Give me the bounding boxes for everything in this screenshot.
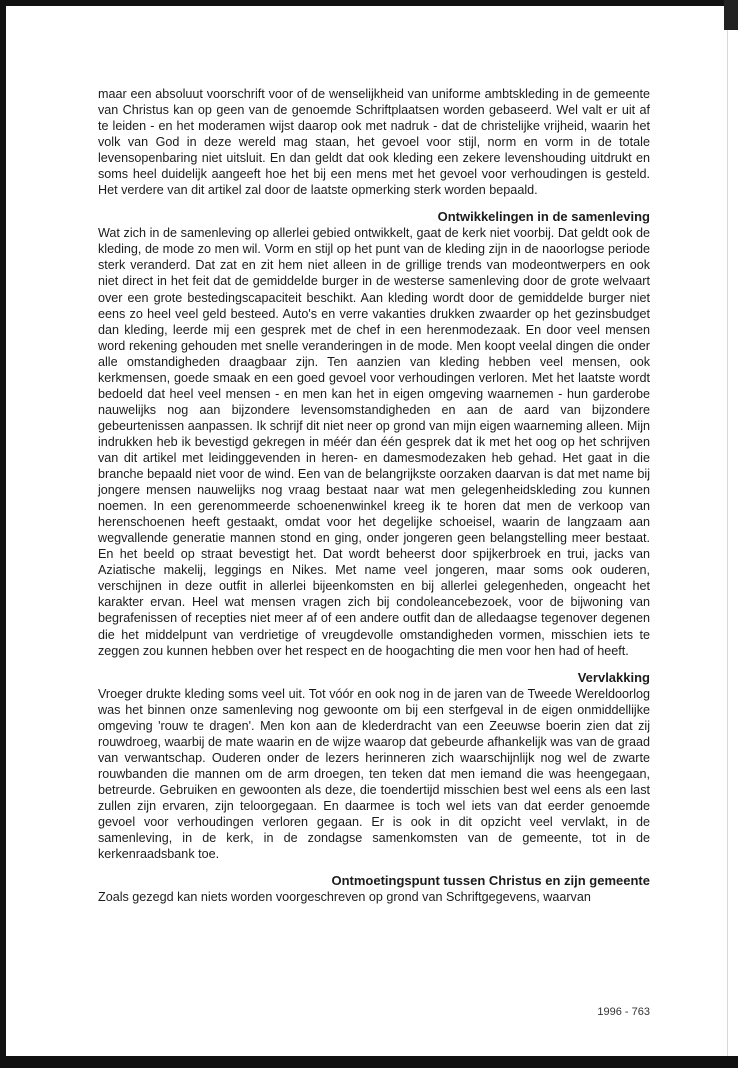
section-heading-ontwikkelingen: Ontwikkelingen in de samenleving (437, 209, 650, 225)
section-heading-ontmoetingspunt: Ontmoetingspunt tussen Christus en zijn gemeente (331, 873, 650, 889)
page-edge-line (727, 30, 728, 1056)
paragraph-vervlakking: Vroeger drukte kleding soms veel uit. Tot vóór en ook nog in de jaren van de Tweede Wereldoorlog was het binnen onze samenleving nog gewoonte om bij een sterfgeval in de eigen onmiddellijke omgeving 'rouw te dragen'. Men kon aan de klederdracht van een Zeeuwse boerin zien dat zij rouwdroeg, waarbij de mate waarin en de wijze waarop dat gebeurde afhankelijk was van de graad van verwantschap. Ouderen onder de lezers herinneren zich waarschijnlijk nog wel de zwarte rouwbanden die mannen om de arm droegen, ten teken dat men iemand die was heengegaan, betreurde. Gebruiken en gewoonten als deze, die toendertijd misschien best wel eens als een last zullen zijn ervaren, zijn teloorgegaan. En daarmee is toch wel iets van dat eerder genoemde gevoel voor verhoudingen verloren gegaan. Er is ook in dit opzicht veel vervlakt, in de samenleving, in de kerk, in de zondagse samenkomsten van de gemeente, tot in de kerkenraadsbank toe. (98, 686, 650, 862)
scan-edge-top (0, 0, 738, 6)
scan-edge-bottom (0, 1056, 738, 1068)
page-number: 1996 - 763 (597, 1006, 650, 1018)
article-body (98, 86, 650, 905)
section-heading-vervlakking: Vervlakking (577, 669, 650, 685)
paragraph-intro: maar een absoluut voorschrift voor of de wenselijkheid van uniforme ambtskleding in de gemeente van Christus kan op geen van de genoemde Schriftplaatsen worden gebaseerd. Wel valt er uit af te leiden - en het moderamen wijst daarop ook met nadruk - dat de christelijke vrijheid, waarin het volk van God in deze wereld mag staan, het gevoel voor stijl, norm en vorm in de totale levensopenbaring niet uitsluit. En dan geldt dat ook kleding een zekere levenshouding uitdrukt en soms heel duidelijk aangeeft hoe het bij een mens met het gevoel voor verhoudingen is gesteld. Het verdere van dit artikel zal door de laatste opmerking sterk worden bepaald. (98, 87, 650, 198)
paragraph-ontmoetingspunt: Zoals gezegd kan niets worden voorgeschreven op grond van Schriftgegevens, waarvan (98, 890, 591, 905)
paragraph-ontwikkelingen: Wat zich in de samenleving op allerlei gebied ontwikkelt, gaat de kerk niet voorbij. Dat geldt ook de kleding, de mode zo men wil. Vorm en stijl op het punt van de kleding zijn in de naoorlogse periode sterk veranderd. Dat zat en zit hem niet alleen in de grillige trends van modeontwerpers en ook niet direct in het feit dat de gemiddelde burger in de westerse samenleving door de grote welvaart over een grote bestedingscapaciteit beschikt. Aan kleding wordt door de gemiddelde burger niet eens zo heel veel geld besteed. Auto's en verre vakanties drukken zwaarder op het gezinsbudget dan kleding, leerde mij een gesprek met de chef in een herenmodezaak. En door veel mensen word rekening gehouden met snelle veranderingen in de mode. Men koopt veelal dingen die onder alle omstandigheden draagbaar zijn. Ten aanzien van kleding hebben veel mensen, ook kerkmensen, goede smaak en een goed gevoel voor verhoudingen verloren. Met het laatste wordt bedoeld dat heel veel mensen - en men kan het in eigen omgeving waarnemen - hun garderobe nauwelijks nog aan bijzondere levensomstandigheden en aan de aard van bijzondere gebeurtenissen aanpassen. Ik schrijf dit niet neer op grond van mijn eigen waarneming alleen. Mijn indrukken heb ik bevestigd gekregen in méér dan één gesprek dat ik met het oog op het schrijven van dit artikel met leidinggevenden in heren- en damesmodezaken heb gehad. Het gaat in die branche bepaald niet voor de wind. Een van de belangrijkste oorzaken daarvan is dat met name bij jongere mensen nauwelijks nog vraag bestaat naar wat men gelegenheidskleding zou kunnen noemen. In een gerenommeerde schoenenwinkel kreeg ik te horen dat men de verkoop van herenschoenen heeft gestaakt, omdat voor het degelijke schoeisel, waarin de langzaam aan wegvallende generatie mannen stond en ging, onder jongeren geen belangstelling meer bestaat. En het beeld op straat bevestigt het. Dat wordt beheerst door spijkerbroek en trui, jacks van Aziatische makelij, leggings en Nikes. Met name veel jongeren, maar soms ook ouderen, verschijnen in deze outfit in allerlei bijeenkomsten en bij allerlei gelegenheden, ongeacht het karakter ervan. Heel wat mensen vragen zich bij condoleancebezoek, voor de bijwoning van begrafenissen of recepties niet meer af of een andere outfit dan de alledaagse tegenover degenen die het middelpunt van verdrietige of vreugdevolle omstandigheden vormen, misschien iets te zeggen zou kunnen hebben over het respect en de hoogachting die men voor hen had of heeft. (98, 226, 650, 658)
scan-edge-left (0, 0, 6, 1068)
scan-corner-top-right (724, 0, 738, 30)
